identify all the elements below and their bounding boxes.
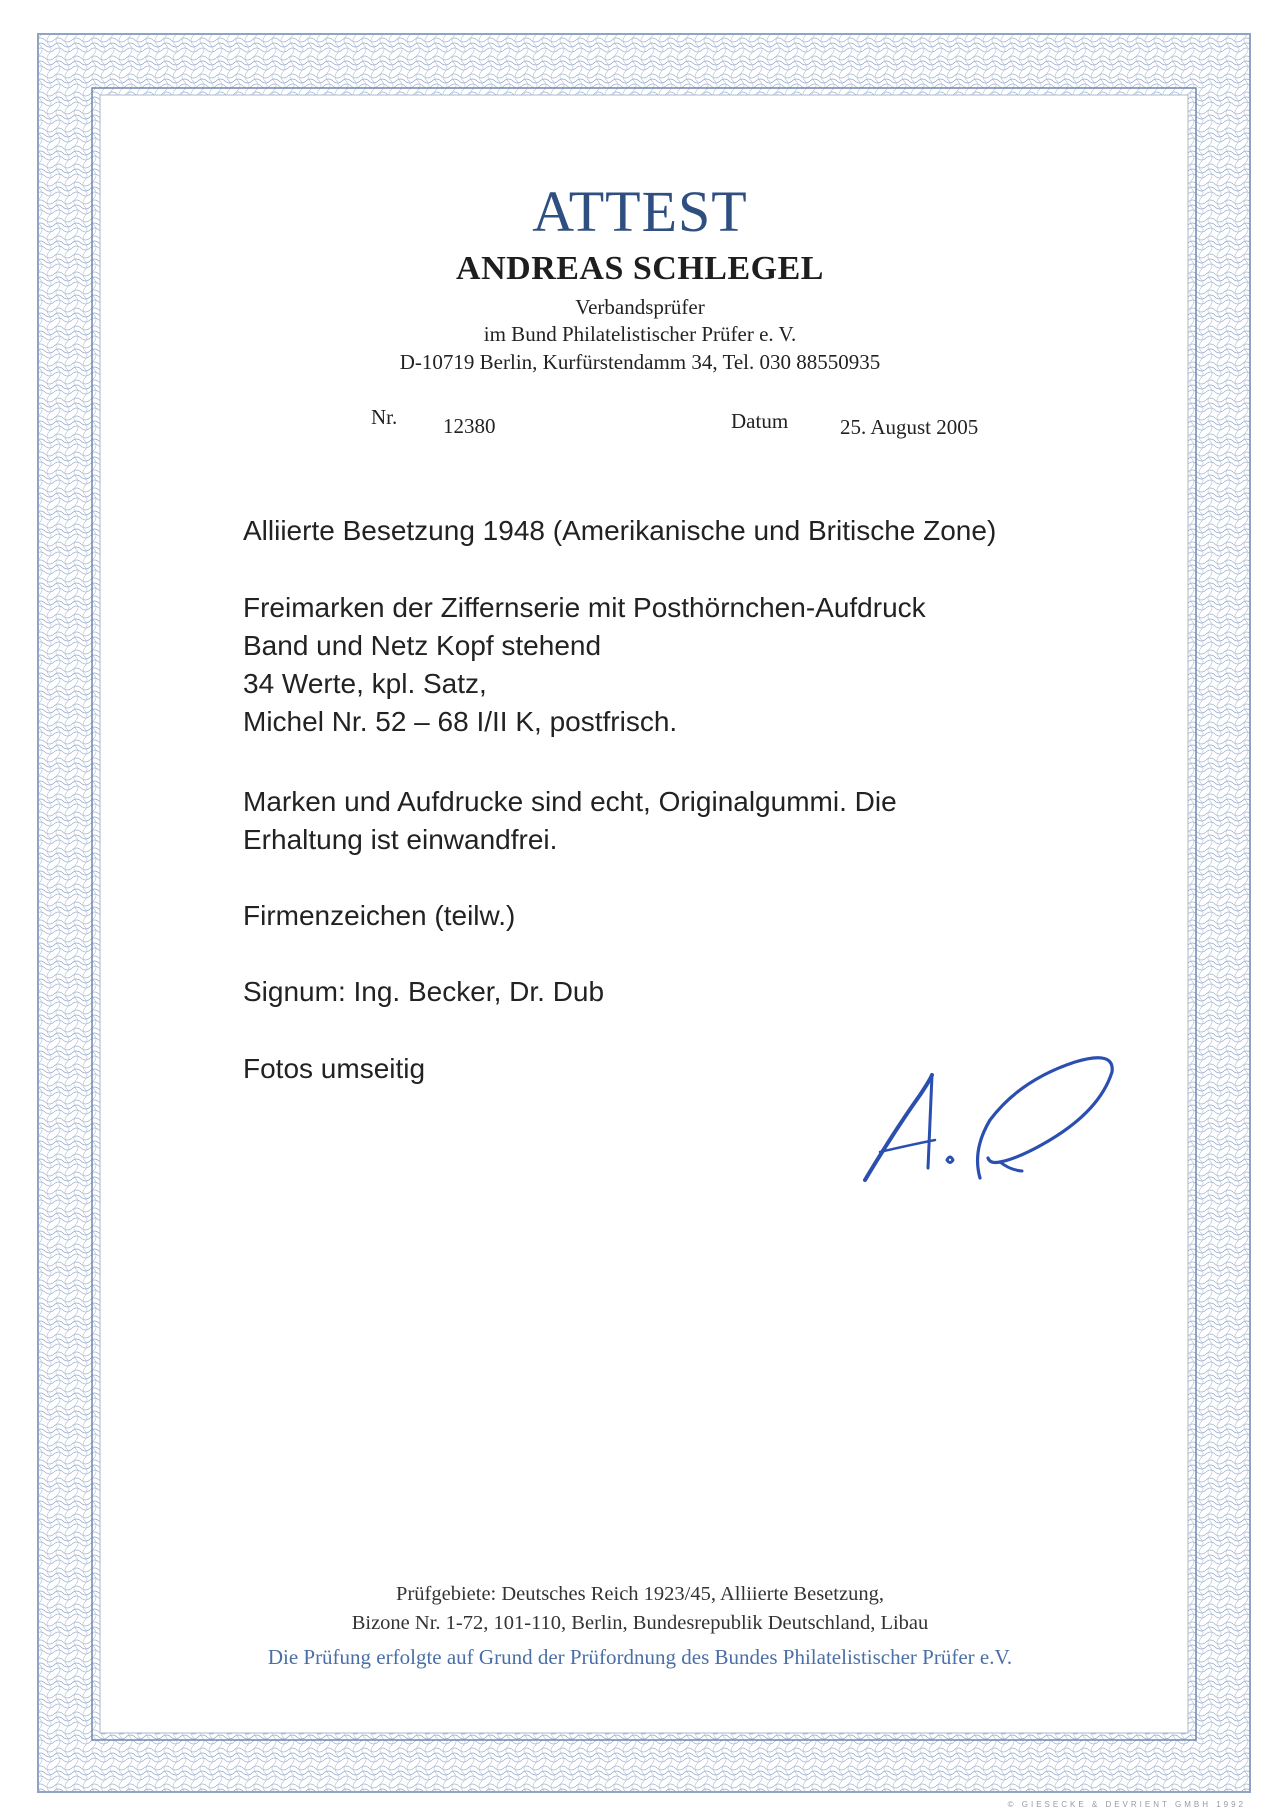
printer-imprint: © GIESECKE & DEVRIENT GMBH 1992 bbox=[1007, 1800, 1246, 1809]
footer-scope-2: Bizone Nr. 1-72, 101-110, Berlin, Bundesrepublik Deutschland, Libau bbox=[351, 1612, 929, 1634]
text-line: 34 Werte, kpl. Satz, bbox=[243, 668, 487, 699]
text-line: Alliierte Besetzung 1948 (Amerikanische und Britische Zone) bbox=[243, 515, 997, 546]
paragraph-condition bbox=[243, 783, 897, 859]
examiner-association: im Bund Philatelistischer Prüfer e. V. bbox=[483, 322, 797, 346]
footer-scope-1: Prüfgebiete: Deutsches Reich 1923/45, Alliierte Besetzung, bbox=[396, 1583, 884, 1605]
text-line: Firmenzeichen (teilw.) bbox=[243, 900, 516, 931]
paragraph-stamps bbox=[243, 589, 926, 741]
paragraph-firm-marks bbox=[243, 897, 515, 935]
footer-regulation: Die Prüfung erfolgte auf Grund der Prüfordnung des Bundes Philatelistischer Prüfer e.V. bbox=[267, 1645, 1013, 1669]
handwritten-signature bbox=[850, 1040, 1130, 1190]
date-label: Datum bbox=[731, 409, 789, 433]
examiner-role: Verbandsprüfer bbox=[575, 295, 705, 319]
text-line: Signum: Ing. Becker, Dr. Dub bbox=[243, 976, 605, 1007]
examiner-address: D-10719 Berlin, Kurfürstendamm 34, Tel. 030 88550935 bbox=[399, 350, 881, 374]
examiner-name: ANDREAS SCHLEGEL bbox=[456, 250, 824, 287]
text-line: Erhaltung ist einwandfrei. bbox=[243, 824, 558, 855]
paragraph-signum bbox=[243, 973, 604, 1011]
text-line: Fotos umseitig bbox=[243, 1053, 426, 1084]
nr-label: Nr. bbox=[371, 405, 398, 429]
document-title: ATTEST bbox=[532, 179, 748, 244]
date-value: 25. August 2005 bbox=[840, 415, 979, 439]
nr-value: 12380 bbox=[443, 414, 496, 438]
text-line: Michel Nr. 52 – 68 I/II K, postfrisch. bbox=[243, 706, 678, 737]
paragraph-photos bbox=[243, 1050, 425, 1088]
text-line: Freimarken der Ziffernserie mit Posthörnchen-Aufdruck bbox=[243, 592, 926, 623]
paragraph-zone bbox=[243, 512, 996, 550]
text-line: Marken und Aufdrucke sind echt, Originalgummi. Die bbox=[243, 786, 897, 817]
text-line: Band und Netz Kopf stehend bbox=[243, 630, 602, 661]
